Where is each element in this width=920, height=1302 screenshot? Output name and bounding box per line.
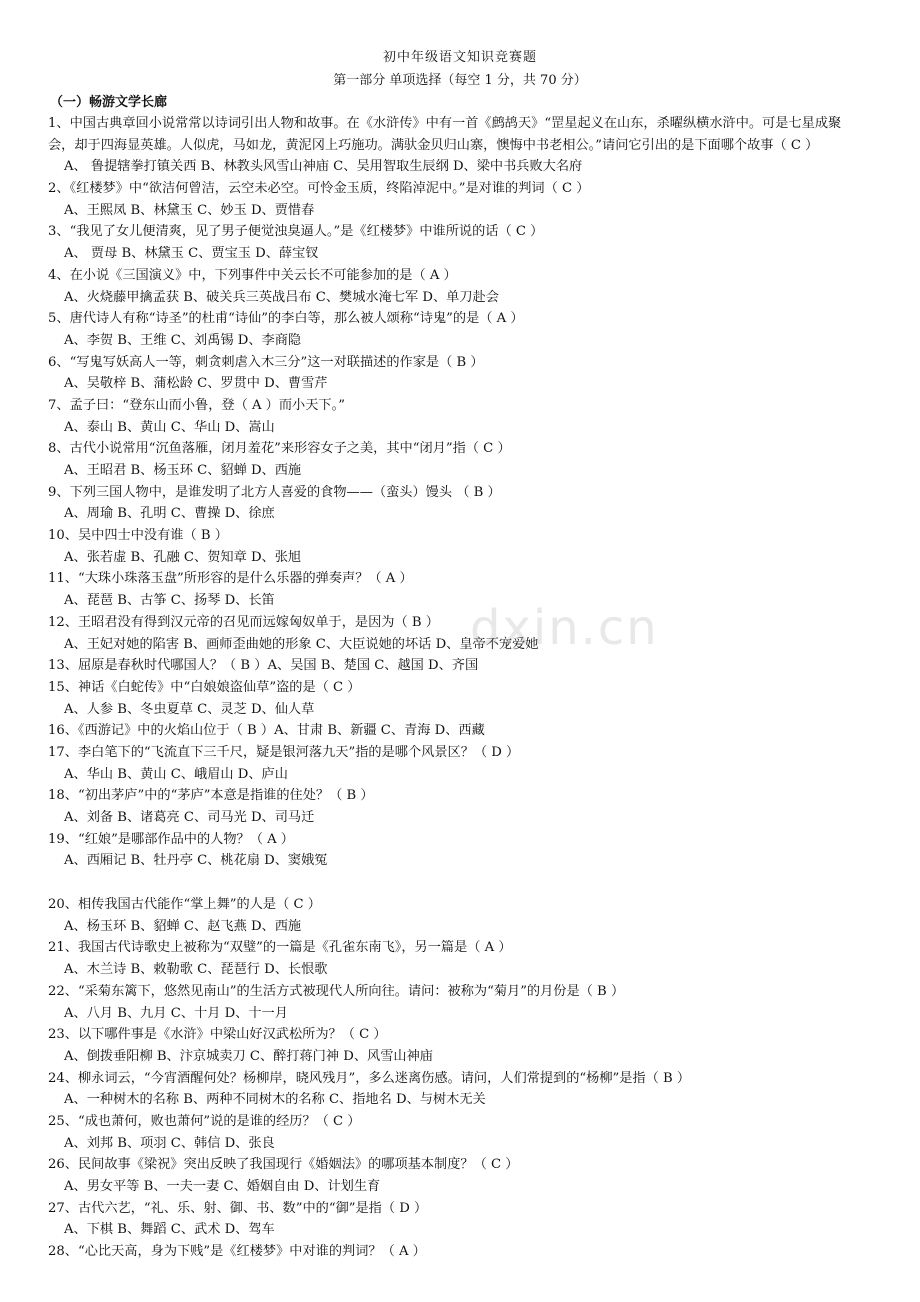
question-list: [48, 113, 882, 1263]
answer-options: A、张若虚 B、孔融 C、贺知章 D、张旭: [64, 549, 302, 565]
answer-options: A、刘邦 B、项羽 C、韩信 D、张良: [64, 1135, 275, 1151]
answer-options: A、王昭君 B、杨玉环 C、貂蝉 D、西施: [64, 463, 302, 478]
answer-options: A、王妃对她的陷害 B、画师歪曲她的形象 C、大臣说她的坏话 D、皇帝不宠爱她: [64, 636, 539, 652]
question-text: 27、古代六艺，“礼、乐、射、御、书、数”中的“御”是指（ D ）: [48, 1200, 428, 1216]
question-text: 21、我国古代诗歌史上被称为“双璧”的一篇是《孔雀东南飞》，另一篇是（ A ）: [48, 940, 512, 956]
answer-options: A、 鲁提辖拳打镇关西 B、林教头风雪山神庙 C、吴用智取生辰纲 D、梁中书兵败大名府: [64, 159, 583, 175]
question-text: 6、“写鬼写妖高人一等，刺贪刺虐入木三分”这一对联描述的作家是（ B ）: [48, 354, 484, 370]
part-heading: 第一部分 单项选择（每空 1 分，共 70 分）: [333, 73, 587, 88]
question-text: 3、“我见了女儿便清爽，见了男子便觉浊臭逼人。”是《红楼梦》中谁所说的话（ C ）: [48, 224, 544, 240]
answer-options: A、 贾母 B、林黛玉 C、贾宝玉 D、薛宝钗: [64, 246, 319, 262]
question-continuation: 会，却于四海显英雄。人似虎，马如龙，黄泥冈上巧施功。满驮金贝归山寨，懊悔中书老相公。”请问它引出的是下面哪个故事（ C ）: [48, 137, 819, 153]
question-text: 20、相传我国古代能作“掌上舞”的人是（ C ）: [48, 897, 321, 913]
answer-options: A、周瑜 B、孔明 C、曹操 D、徐庶: [64, 506, 275, 522]
answer-options: A、下棋 B、舞蹈 C、武术 D、驾车: [64, 1222, 275, 1238]
answer-options: A、华山 B、黄山 C、峨眉山 D、庐山: [64, 766, 288, 782]
answer-options: A、刘备 B、诸葛亮 C、司马光 D、司马迁: [64, 810, 315, 825]
question-text: 18、“初出茅庐”中的“茅庐”本意是指谁的住处？（ B ）: [48, 788, 374, 804]
question-text: 1、中国古典章回小说常常以诗词引出人物和故事。在《水浒传》中有一首《鹧鸪天》“罡星起义在山东，杀曜纵横水浒中。可是七星成聚: [48, 116, 842, 131]
answer-options: A、王熙凤 B、林黛玉 C、妙玉 D、贾惜春: [64, 202, 315, 218]
question-text: 22、“采菊东篱下，悠然见南山”的生活方式被现代人所向往。请问：被称为“菊月”的月份是（ B ）: [48, 983, 625, 999]
question-text: 4、在小说《三国演义》中，下列事件中关云长不可能参加的是（ A ）: [48, 267, 457, 283]
question-text: 9、下列三国人物中，是谁发明了北方人喜爱的食物——（蛮头）馒头 （ B ）: [48, 484, 501, 500]
section-heading: （一）畅游文学长廊: [50, 95, 168, 110]
answer-options: A、人参 B、冬虫夏草 C、灵芝 D、仙人草: [64, 701, 315, 717]
question-text: 28、“心比天高，身为下贱”是《红楼梦》中对谁的判词？（ A ）: [48, 1244, 426, 1260]
watermark: dxin.cn: [470, 600, 659, 656]
answer-options: A、西厢记 B、牡丹亭 C、桃花扇 D、窦娥冤: [64, 853, 328, 869]
question-text: 26、民间故事《梁祝》突出反映了我国现行《婚姻法》的哪项基本制度？（ C ）: [48, 1157, 519, 1173]
answer-options: A、倒拨垂阳柳 B、汴京城卖刀 C、醉打蒋门神 D、风雪山神庙: [64, 1048, 433, 1064]
answer-options: A、李贺 B、王维 C、刘禹锡 D、李商隐: [64, 332, 302, 348]
question-text: 16、《西游记》中的火焰山位于（ B ）A、甘肃 B、新疆 C、青海 D、西藏: [48, 723, 485, 739]
answer-options: A、男女平等 B、一夫一妻 C、婚姻自由 D、计划生育: [64, 1179, 381, 1194]
question-text: 8、古代小说常用“沉鱼落雁，闭月羞花”来形容女子之美，其中“闭月”指（ C ）: [48, 441, 511, 457]
question-text: 12、王昭君没有得到汉元帝的召见而远嫁匈奴单于，是因为（ B ）: [48, 614, 439, 630]
question-text: 24、柳永词云，“今宵酒醒何处？杨柳岸，晓风残月”，多么迷离伤感。请问，人们常提到的“杨柳”是指（ B ）: [48, 1070, 691, 1086]
answer-options: A、火烧藤甲擒孟获 B、破关兵三英战吕布 C、樊城水淹七军 D、单刀赴会: [64, 289, 499, 305]
answer-options: A、八月 B、九月 C、十月 D、十一月: [64, 1005, 288, 1021]
question-text: 19、“红娘”是哪部作品中的人物？（ A ）: [48, 831, 294, 847]
question-text: 2、《红楼梦》中“欲洁何曾洁，云空未必空。可怜金玉质，终陷淖泥中。”是对谁的判词（ C ）: [48, 181, 590, 197]
question-text: 25、“成也萧何，败也萧何”说的是谁的经历？（ C ）: [48, 1113, 361, 1129]
question-text: 13、屈原是春秋时代哪国人？（ B ）A、吴国 B、楚国 C、越国 D、齐国: [48, 658, 479, 674]
answer-options: A、泰山 B、黄山 C、华山 D、嵩山: [64, 419, 275, 435]
question-text: 11、“大珠小珠落玉盘”所形容的是什么乐器的弹奏声？（ A ）: [48, 571, 413, 587]
document-title: 初中年级语文知识竞赛题: [382, 50, 537, 65]
answer-options: A、杨玉环 B、貂蝉 C、赵飞燕 D、西施: [64, 918, 302, 934]
question-text: 17、李白笔下的“飞流直下三千尺，疑是银河落九天”指的是哪个风景区？（ D ）: [48, 744, 520, 760]
question-text: 15、神话《白蛇传》中“白娘娘盗仙草”盗的是（ C ）: [48, 679, 361, 695]
question-text: 23、以下哪件事是《水浒》中梁山好汉武松所为？（ C ）: [48, 1027, 387, 1043]
answer-options: A、木兰诗 B、敕勒歌 C、琵琶行 D、长恨歌: [64, 962, 328, 978]
question-text: 7、孟子曰：“登东山而小鲁，登（ A ）而小天下。”: [48, 397, 345, 413]
answer-options: A、吴敬梓 B、蒲松龄 C、罗贯中 D、曹雪芹: [64, 376, 328, 392]
answer-options: A、一种树木的名称 B、两种不同树木的名称 C、指地名 D、与树木无关: [64, 1092, 486, 1108]
spacer: [48, 872, 882, 894]
question-text: 10、吴中四士中没有谁（ B ）: [48, 528, 228, 544]
question-text: 5、唐代诗人有称“诗圣”的杜甫“诗仙”的李白等，那么被人颂称“诗鬼”的是（ A ）: [48, 311, 524, 327]
answer-options: A、琵琶 B、古筝 C、扬琴 D、长笛: [64, 593, 275, 609]
